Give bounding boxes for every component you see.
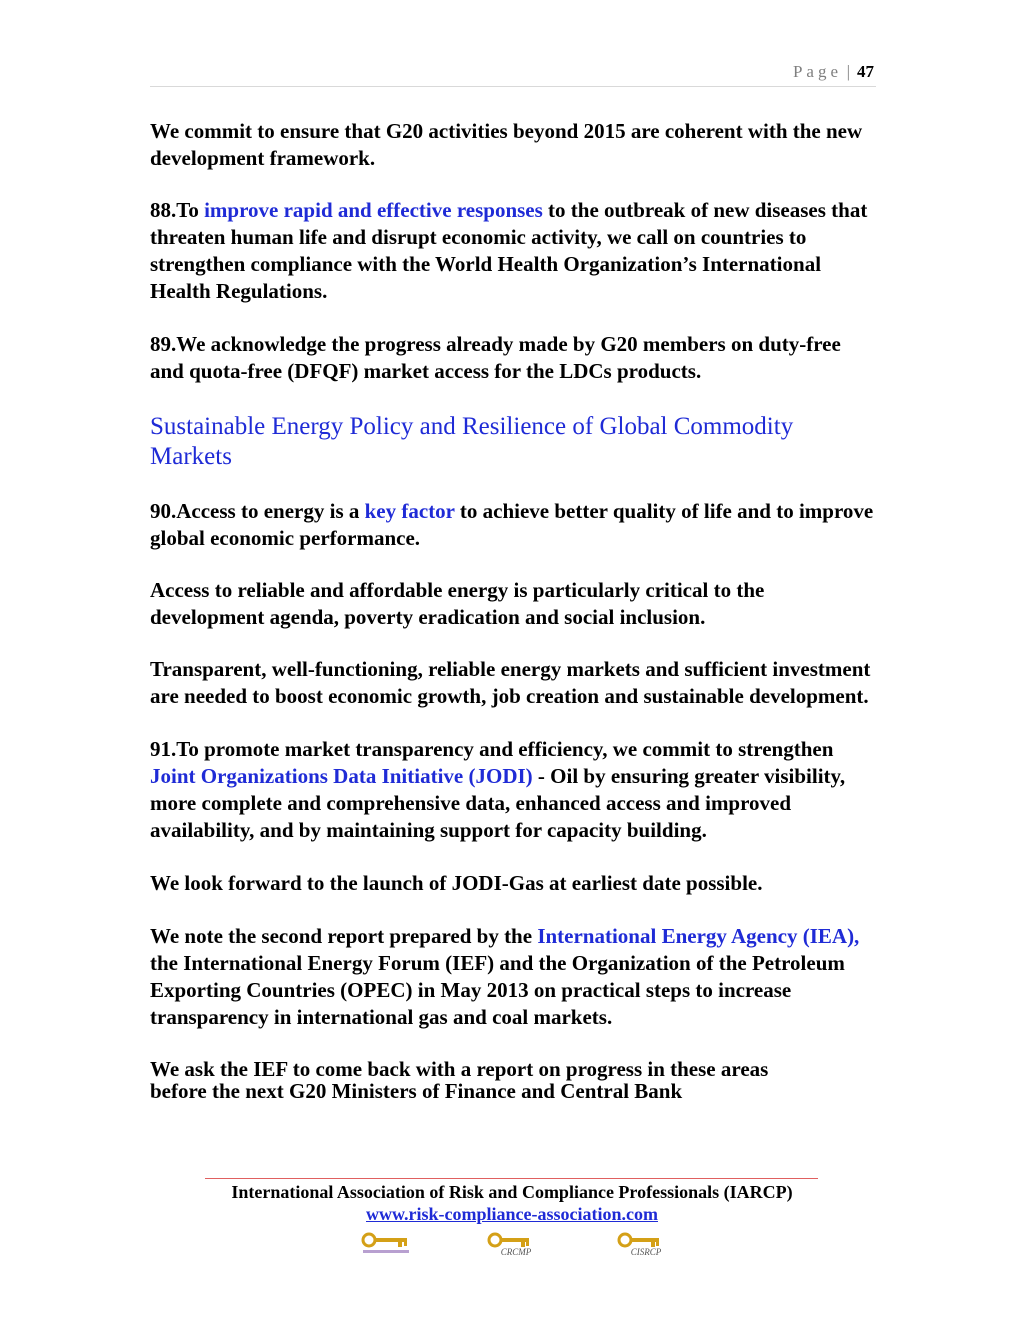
page-number: 47 [857, 62, 874, 81]
footer-organization: International Association of Risk and Compliance Professionals (IARCP) [231, 1182, 793, 1202]
paragraph-90-rest: to achieve better quality of life and to improve global economic performance. [150, 499, 874, 550]
paragraph-91-rest: - Oil by ensuring greater visibility, more complete and comprehensive data, enhanced access and improved availability, and by maintaining support for capacity building. [150, 764, 846, 842]
page-label: Page [792, 62, 842, 81]
paragraph-88-lead: 88.To [150, 198, 205, 222]
section-heading: Sustainable Energy Policy and Resilience of Global Commodity Markets [150, 413, 794, 470]
paragraph-iea-lead: We note the second report prepared by the [150, 924, 538, 948]
paragraph-91-lead: 91.To promote market transparency and efficiency, we commit to strengthen [150, 737, 834, 761]
paragraph-g20-commitment: We commit to ensure that G20 activities beyond 2015 are coherent with the new development framework. [150, 119, 863, 170]
paragraph-ief-line2: before the next G20 Ministers of Finance and Central Bank [150, 1079, 683, 1103]
paragraph-88 [150, 197, 874, 305]
link-jodi[interactable]: Joint Organizations Data Initiative (JODI) [150, 764, 533, 788]
paragraph-90-lead: 90.Access to energy is a [150, 499, 365, 523]
footer-url-link[interactable]: www.risk-compliance-association.com [366, 1204, 658, 1224]
paragraph-iea-report [150, 923, 874, 1031]
paragraph-88-rest: to the outbreak of new diseases that threaten human life and disrupt economic activity, we call on countries to strengthen compliance with the World Health Organization’s International Health Regulations. [150, 198, 868, 303]
paragraph-89: 89.We acknowledge the progress already made by G20 members on duty-free and quota-free (DFQF) market access for the LDCs products. [150, 332, 841, 383]
paragraph-access-energy: Access to reliable and affordable energy is particularly critical to the development agenda, poverty eradication and social inclusion. [150, 578, 765, 629]
page-header [150, 60, 876, 87]
footer-logos [0, 1232, 1024, 1262]
key-icon [360, 1232, 420, 1260]
iarcp-member-logo [360, 1232, 420, 1260]
paragraph-90 [150, 498, 874, 552]
crcmp-logo [486, 1232, 546, 1260]
document-body [150, 118, 874, 1102]
cisrcp-logo [616, 1232, 676, 1260]
page-separator: | [846, 62, 850, 81]
link-iea[interactable]: International Energy Agency (IEA), [537, 924, 860, 948]
logo-label: CRCMP [500, 1247, 532, 1257]
paragraph-ief-line1: We ask the IEF to come back with a report on progress in these areas [150, 1057, 769, 1081]
paragraph-iea-rest: the International Energy Forum (IEF) and the Organization of the Petroleum Exporting Countries (OPEC) in May 2013 on practical steps to increase transparency in international gas and coal markets. [150, 951, 845, 1029]
footer-divider [205, 1178, 818, 1179]
logo-label: CISRCP [630, 1247, 662, 1257]
paragraph-jodi-gas: We look forward to the launch of JODI-Gas at earliest date possible. [150, 871, 763, 895]
paragraph-ief-request [150, 1058, 874, 1102]
link-improve-responses[interactable]: improve rapid and effective responses [204, 198, 543, 222]
paragraph-91 [150, 736, 874, 844]
link-key-factor[interactable]: key factor [364, 499, 455, 523]
paragraph-transparent-markets: Transparent, well-functioning, reliable energy markets and sufficient investment are needed to boost economic growth, job creation and sustainable development. [150, 657, 871, 708]
